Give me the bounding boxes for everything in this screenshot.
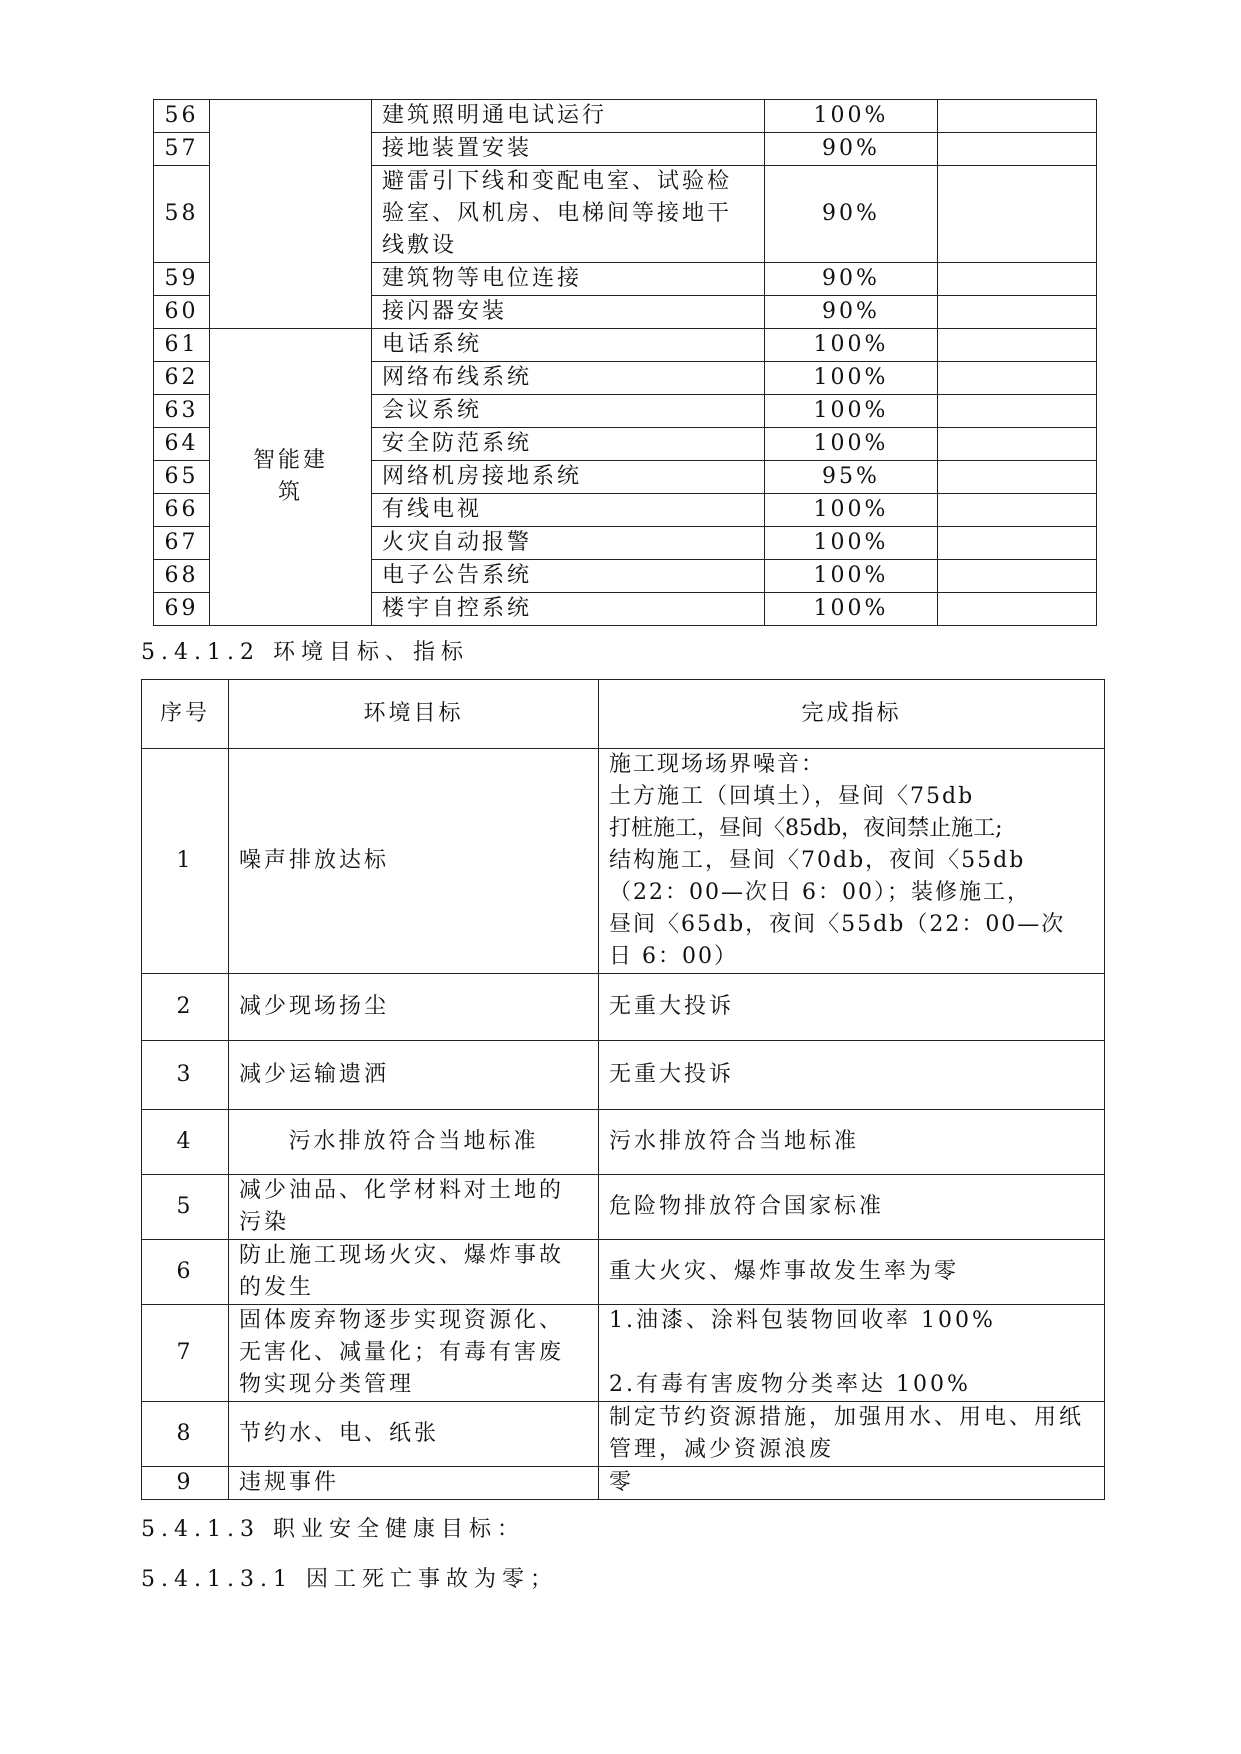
table-row	[154, 329, 1097, 362]
row-number: 58	[154, 166, 210, 263]
item-name: 楼宇自控系统	[372, 593, 765, 626]
row-number: 66	[154, 494, 210, 527]
section-heading-environment: 5.4.1.2 环境目标、指标	[141, 640, 469, 665]
row-number: 69	[154, 593, 210, 626]
table-row	[142, 974, 1105, 1041]
completion-rate: 100%	[765, 395, 938, 428]
row-number: 63	[154, 395, 210, 428]
completion-rate: 90%	[765, 296, 938, 329]
row-number: 3	[142, 1041, 229, 1110]
indicator-line: 1.油漆、涂料包装物回收率 100%	[609, 1308, 996, 1333]
env-target: 防止施工现场火灾、爆炸事故的发生	[229, 1240, 599, 1305]
item-name: 有线电视	[372, 494, 765, 527]
env-target: 违规事件	[229, 1467, 599, 1500]
remark-cell	[938, 296, 1097, 329]
group-label-smart-building: 智能建筑	[210, 329, 372, 626]
env-indicator: 无重大投诉	[599, 974, 1105, 1041]
remark-cell	[938, 428, 1097, 461]
table-row	[142, 749, 1105, 974]
remark-cell	[938, 329, 1097, 362]
row-number: 4	[142, 1110, 229, 1175]
item-name: 会议系统	[372, 395, 765, 428]
row-number: 60	[154, 296, 210, 329]
remark-cell	[938, 133, 1097, 166]
item-name: 火灾自动报警	[372, 527, 765, 560]
env-target: 固体废弃物逐步实现资源化、无害化、减量化；有毒有害废物实现分类管理	[229, 1305, 599, 1402]
completion-rate: 100%	[765, 100, 938, 133]
completion-rate: 90%	[765, 133, 938, 166]
completion-rate: 90%	[765, 263, 938, 296]
header-target: 环境目标	[229, 680, 599, 749]
row-number: 59	[154, 263, 210, 296]
indicator-line: 土方施工（回填土），昼间〈75db	[609, 784, 975, 809]
remark-cell	[938, 560, 1097, 593]
item-name: 建筑物等电位连接	[372, 263, 765, 296]
row-number: 9	[142, 1467, 229, 1500]
group-cell	[210, 100, 372, 329]
row-number: 67	[154, 527, 210, 560]
row-number: 8	[142, 1402, 229, 1467]
remark-cell	[938, 100, 1097, 133]
table-row	[142, 1467, 1105, 1500]
env-indicator: 无重大投诉	[599, 1041, 1105, 1110]
header-row	[142, 680, 1105, 749]
row-number: 65	[154, 461, 210, 494]
env-indicator: 零	[599, 1467, 1105, 1500]
row-number: 62	[154, 362, 210, 395]
table-row	[142, 1240, 1105, 1305]
table-row	[142, 1305, 1105, 1402]
remark-cell	[938, 166, 1097, 263]
remark-cell	[938, 362, 1097, 395]
row-number: 68	[154, 560, 210, 593]
completion-rate: 95%	[765, 461, 938, 494]
remark-cell	[938, 527, 1097, 560]
row-number: 61	[154, 329, 210, 362]
item-name: 网络布线系统	[372, 362, 765, 395]
indicator-line: 结构施工，昼间〈70db，夜间〈55db	[609, 848, 1026, 873]
completion-rate: 100%	[765, 428, 938, 461]
completion-rate: 100%	[765, 494, 938, 527]
env-indicator: 制定节约资源措施，加强用水、用电、用纸管理，减少资源浪废	[599, 1402, 1105, 1467]
item-name: 建筑照明通电试运行	[372, 100, 765, 133]
table-row	[142, 1041, 1105, 1110]
remark-cell	[938, 593, 1097, 626]
completion-rate: 100%	[765, 362, 938, 395]
section-heading-ohs-1: 5.4.1.3.1 因工死亡事故为零；	[141, 1567, 558, 1592]
env-indicator: 危险物排放符合国家标准	[599, 1175, 1105, 1240]
table-row	[142, 1402, 1105, 1467]
progress-table	[153, 99, 1097, 626]
header-no: 序号	[142, 680, 229, 749]
row-number: 1	[142, 749, 229, 974]
env-target: 减少运输遗洒	[229, 1041, 599, 1110]
indicator-line: 昼间〈65db，夜间〈55db（22：00—次	[609, 912, 1066, 937]
item-name: 接地装置安装	[372, 133, 765, 166]
table-row	[142, 1110, 1105, 1175]
row-number: 2	[142, 974, 229, 1041]
indicator-line: 打桩施工，昼间〈85db，夜间禁止施工;	[609, 816, 1003, 841]
item-name: 电话系统	[372, 329, 765, 362]
table-row	[142, 1175, 1105, 1240]
env-indicator	[599, 1305, 1105, 1402]
row-number: 7	[142, 1305, 229, 1402]
environment-targets-table	[141, 679, 1105, 1500]
row-number: 6	[142, 1240, 229, 1305]
indicator-line: 日 6：00）	[609, 944, 738, 969]
env-target: 节约水、电、纸张	[229, 1402, 599, 1467]
completion-rate: 100%	[765, 329, 938, 362]
item-name: 安全防范系统	[372, 428, 765, 461]
remark-cell	[938, 494, 1097, 527]
item-name: 避雷引下线和变配电室、试验检验室、风机房、电梯间等接地干线敷设	[372, 166, 765, 263]
env-target: 减少现场扬尘	[229, 974, 599, 1041]
item-name: 接闪器安装	[372, 296, 765, 329]
env-indicator	[599, 749, 1105, 974]
row-number: 64	[154, 428, 210, 461]
completion-rate: 90%	[765, 166, 938, 263]
row-number: 57	[154, 133, 210, 166]
remark-cell	[938, 395, 1097, 428]
row-number: 56	[154, 100, 210, 133]
env-target: 噪声排放达标	[229, 749, 599, 974]
table-row	[154, 100, 1097, 133]
env-indicator: 重大火灾、爆炸事故发生率为零	[599, 1240, 1105, 1305]
env-target: 减少油品、化学材料对土地的污染	[229, 1175, 599, 1240]
indicator-line: 2.有毒有害废物分类率达 100%	[609, 1372, 971, 1397]
row-number: 5	[142, 1175, 229, 1240]
completion-rate: 100%	[765, 593, 938, 626]
indicator-line: 施工现场场界噪音：	[609, 752, 826, 777]
env-target: 污水排放符合当地标准	[229, 1110, 599, 1175]
completion-rate: 100%	[765, 560, 938, 593]
indicator-line: （22：00—次日 6：00）；装修施工，	[609, 880, 1031, 905]
item-name: 电子公告系统	[372, 560, 765, 593]
remark-cell	[938, 263, 1097, 296]
completion-rate: 100%	[765, 527, 938, 560]
section-heading-ohs: 5.4.1.3 职业安全健康目标：	[141, 1517, 525, 1542]
header-indicator: 完成指标	[599, 680, 1105, 749]
env-indicator: 污水排放符合当地标准	[599, 1110, 1105, 1175]
item-name: 网络机房接地系统	[372, 461, 765, 494]
remark-cell	[938, 461, 1097, 494]
